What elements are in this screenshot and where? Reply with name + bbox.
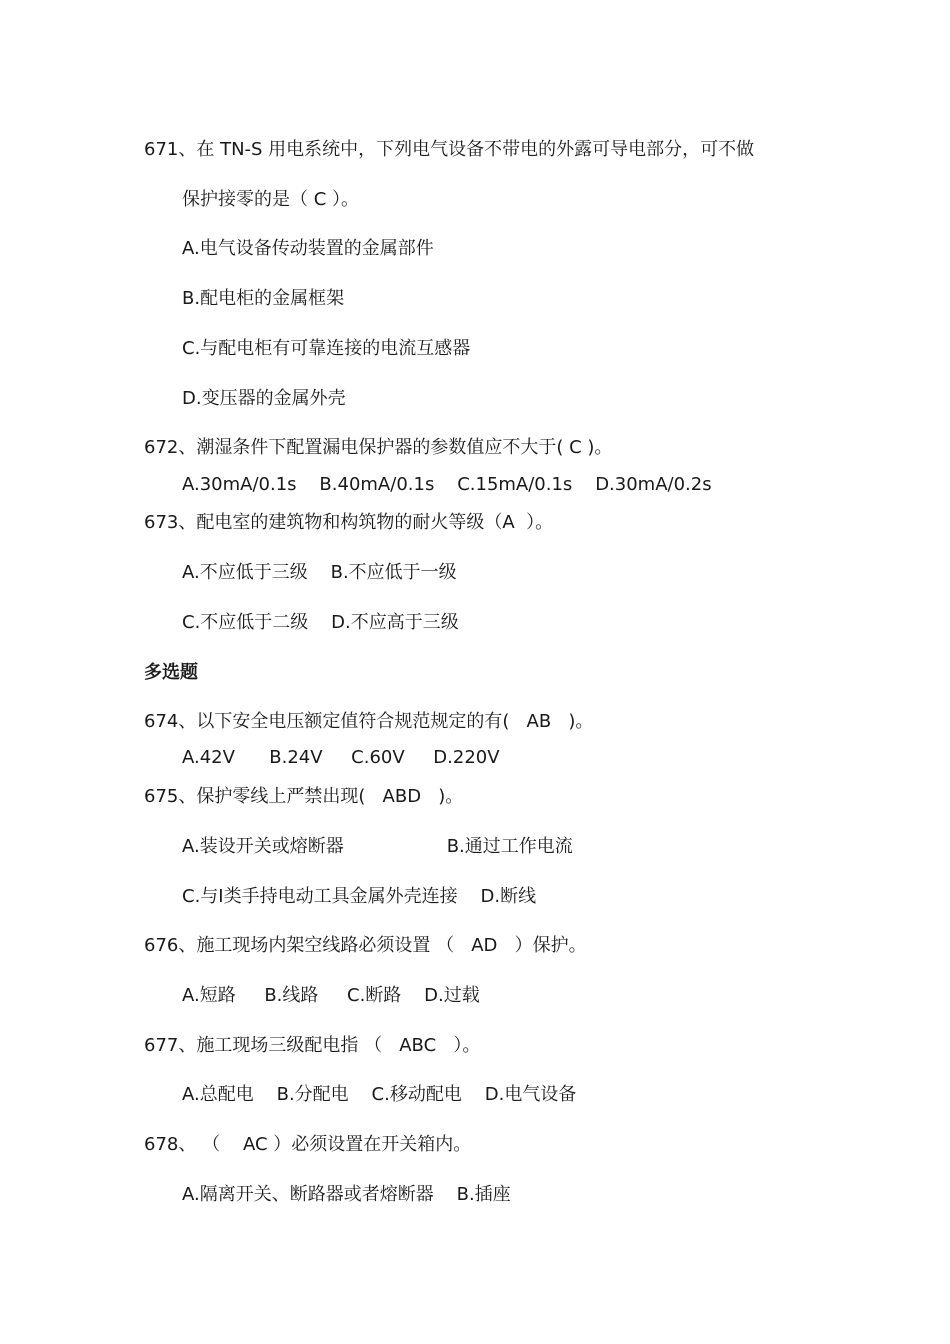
q672-options: A.30mA/0.1s B.40mA/0.1s C.15mA/0.1s D.30mA/0.2s [182, 474, 712, 495]
q676-stem: 676、施工现场内架空线路必须设置 （ AD ）保护。 [144, 935, 587, 956]
q671-option-c: C.与配电柜有可靠连接的电流互感器 [182, 338, 471, 359]
q673-options-row1: A.不应低于三级 B.不应低于一级 [182, 562, 457, 583]
q671-stem-line2: 保护接零的是（ C ）。 [182, 189, 360, 210]
q677-options: A.总配电 B.分配电 C.移动配电 D.电气设备 [182, 1084, 577, 1105]
q673-stem: 673、配电室的建筑物和构筑物的耐火等级（A ）。 [144, 512, 554, 533]
q675-options-row1: A.装设开关或熔断器 B.通过工作电流 [182, 836, 573, 857]
q677-stem: 677、施工现场三级配电指 （ ABC ）。 [144, 1035, 481, 1056]
q676-options: A.短路 B.线路 C.断路 D.过载 [182, 985, 480, 1006]
q674-stem: 674、以下安全电压额定值符合规范规定的有( AB )。 [144, 711, 594, 732]
q671-option-b: B.配电柜的金属框架 [182, 288, 345, 309]
section-heading-multiple-choice: 多选题 [144, 662, 198, 683]
q671-option-d: D.变压器的金属外壳 [182, 388, 346, 409]
q671-option-a: A.电气设备传动装置的金属部件 [182, 238, 434, 259]
q672-stem: 672、潮湿条件下配置漏电保护器的参数值应不大于( C )。 [144, 437, 613, 458]
q674-options: A.42V B.24V C.60V D.220V [182, 747, 500, 768]
q675-options-row2: C.与Ⅰ类手持电动工具金属外壳连接 D.断线 [182, 886, 537, 907]
q678-options: A.隔离开关、断路器或者熔断器 B.插座 [182, 1184, 511, 1205]
q671-stem-line1: 671、在 TN-S 用电系统中，下列电气设备不带电的外露可导电部分，可不做 [144, 139, 755, 160]
q678-stem: 678、 （ AC ）必须设置在开关箱内。 [144, 1134, 472, 1155]
q673-options-row2: C.不应低于二级 D.不应高于三级 [182, 612, 459, 633]
q675-stem: 675、保护零线上严禁出现( ABD )。 [144, 786, 464, 807]
